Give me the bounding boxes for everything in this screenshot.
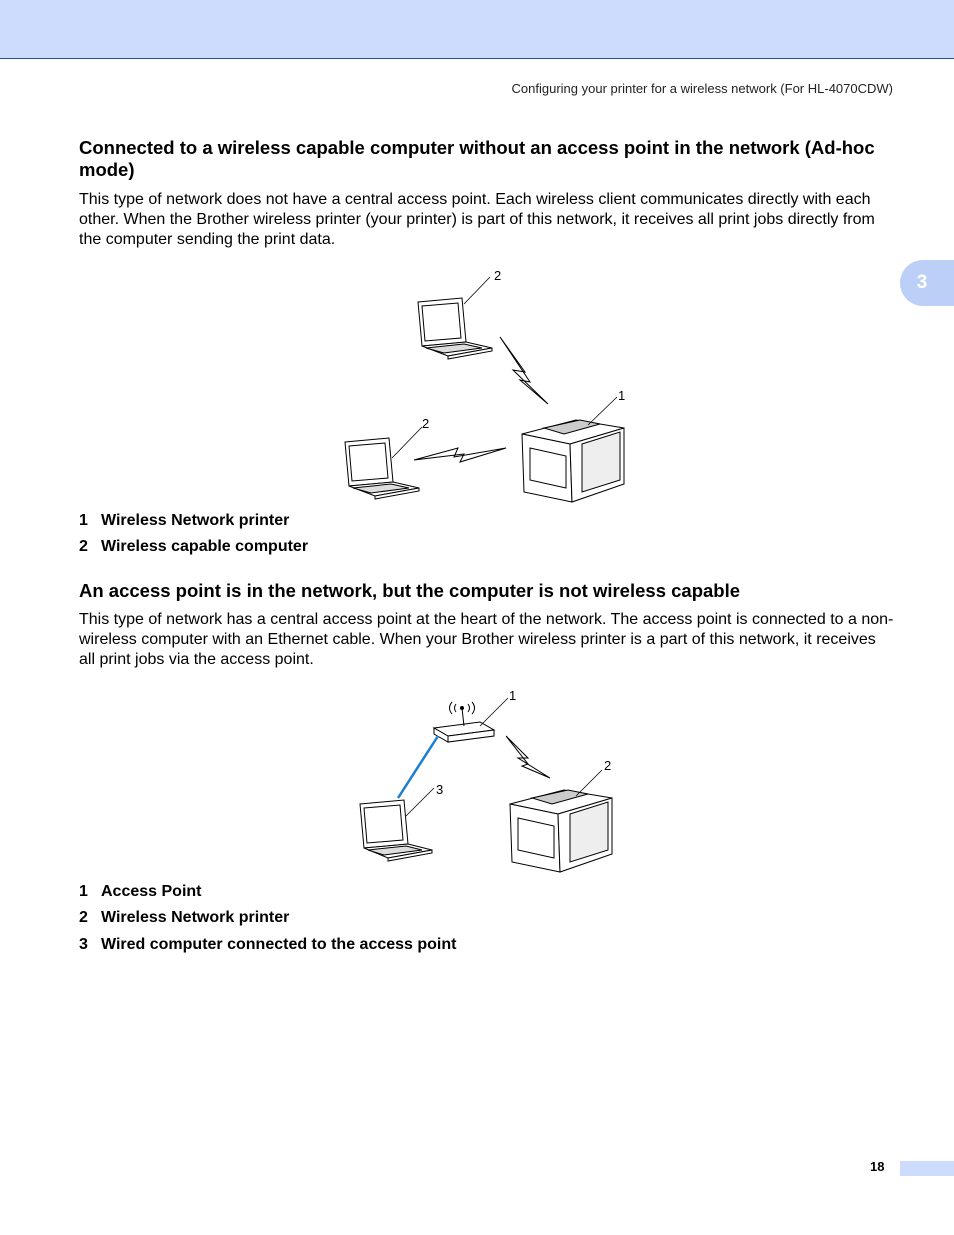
legend-item: 2 Wireless capable computer — [79, 538, 309, 555]
wireless-signal-icon — [500, 337, 548, 404]
section1-heading: Connected to a wireless capable computer without an access point in the network (Ad-hoc mode) — [79, 137, 875, 180]
callout-access-point: 1 — [509, 688, 517, 703]
callout-printer: 2 — [604, 758, 612, 773]
adhoc-diagram — [330, 262, 640, 507]
legend-item: 1 Access Point — [79, 883, 202, 900]
section2-heading: An access point is in the network, but the computer is not wireless capable — [79, 580, 741, 601]
page-number: 18 — [870, 1159, 885, 1174]
page-number-bar — [900, 1161, 954, 1176]
callout-laptop-left: 2 — [422, 416, 430, 431]
wireless-signal-icon — [414, 448, 506, 462]
printer-icon — [522, 420, 624, 502]
laptop-icon — [418, 298, 492, 359]
laptop-icon — [360, 800, 432, 861]
callout-printer: 1 — [618, 388, 626, 403]
legend-item: 1 Wireless Network printer — [79, 512, 290, 529]
section2-body: This type of network has a central access point at the heart of the network. The access point is connected to a non-wireless computer with an Ethernet cable. When your Brother wireless printer is a part of this network, it receives all print jobs via the access point. — [79, 611, 894, 668]
access-point-diagram — [350, 686, 630, 878]
section1-body: This type of network does not have a central access point. Each wireless client communicates directly with each other. When the Brother wireless printer (your printer) is part of this network, it receives all print jobs directly from the computer sending the print data. — [79, 191, 875, 248]
legend-item: 2 Wireless Network printer — [79, 909, 290, 926]
ethernet-cable — [398, 736, 438, 798]
header-band — [0, 0, 954, 59]
access-point-icon — [434, 702, 494, 742]
laptop-icon — [345, 438, 419, 499]
callout-laptop-top: 2 — [494, 268, 502, 283]
chapter-tab[interactable]: 3 — [900, 260, 954, 306]
legend-item: 3 Wired computer connected to the access point — [79, 936, 457, 953]
callout-computer: 3 — [436, 782, 444, 797]
running-header: Configuring your printer for a wireless network (For HL-4070CDW) — [511, 81, 893, 96]
printer-icon — [510, 790, 612, 872]
wireless-signal-icon — [506, 736, 550, 778]
